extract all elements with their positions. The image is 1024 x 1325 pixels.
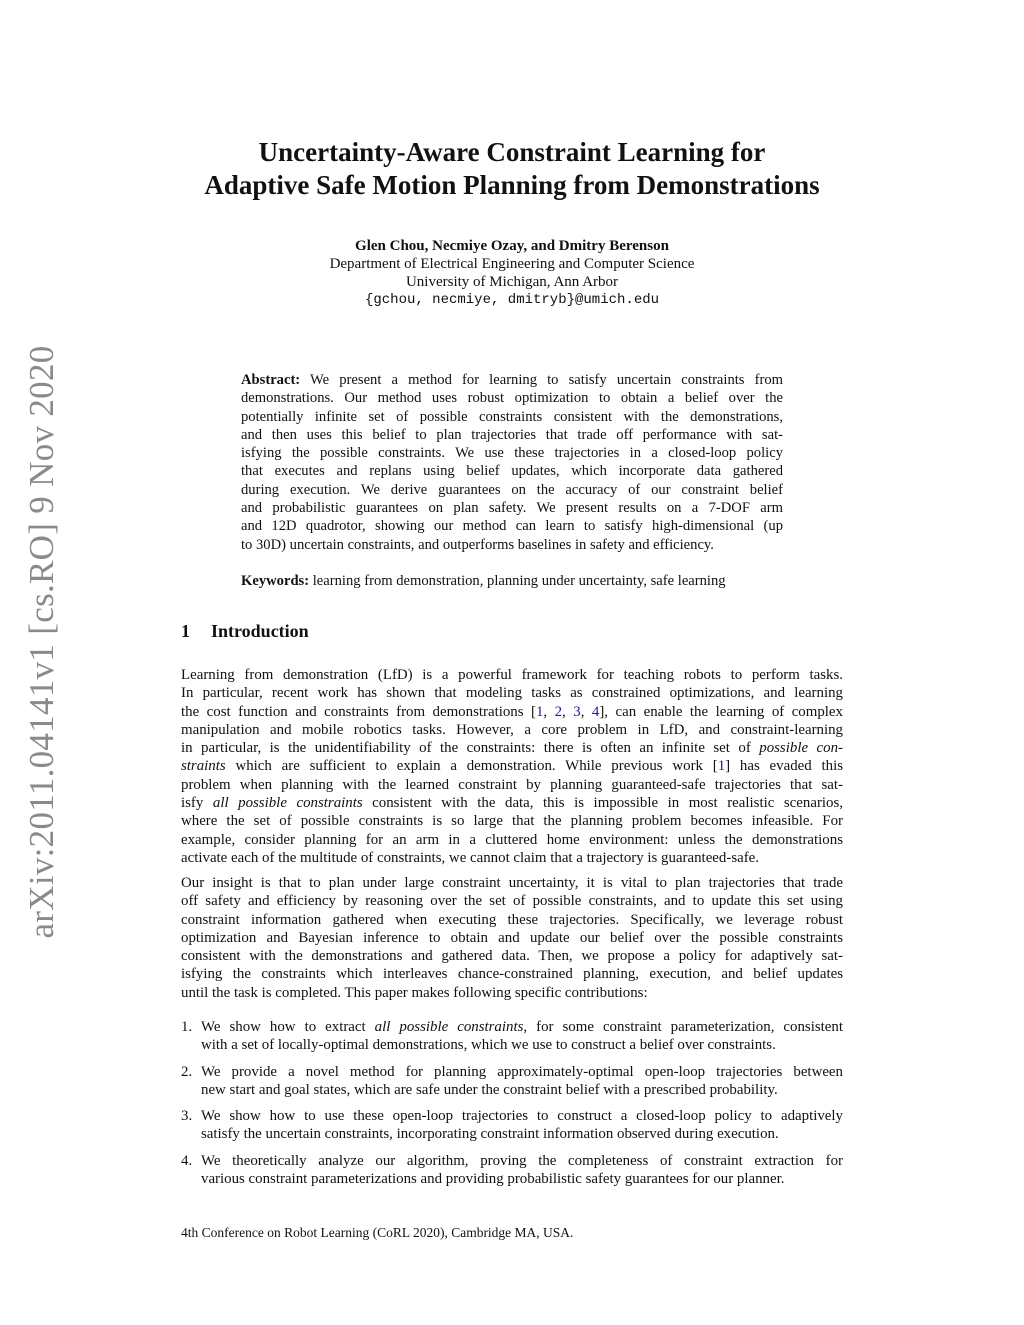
paper-title xyxy=(0,136,1024,202)
text-line xyxy=(181,812,843,830)
text-span: problem when planning with the learned constraint by planning guaranteed-safe trajectories that sat- xyxy=(181,776,843,793)
text-line xyxy=(201,1125,843,1143)
text-span: during execution. We derive guarantees on the accuracy of our constraint belief xyxy=(241,481,783,498)
text-line xyxy=(201,1081,843,1099)
section-heading xyxy=(181,621,309,642)
section-number: 1 xyxy=(181,621,190,641)
text-line xyxy=(201,1036,843,1054)
text-line xyxy=(181,831,843,849)
author-block xyxy=(0,237,1024,309)
text-line xyxy=(181,947,843,965)
text-span: off safety and efficiency by reasoning over the set of possible constraints, and to update this set using xyxy=(181,893,843,910)
contributions-list xyxy=(181,1018,843,1196)
text-line xyxy=(201,1170,843,1188)
intro-paragraph xyxy=(181,666,843,867)
author-department: Department of Electrical Engineering and Computer Science xyxy=(329,256,695,272)
text-span: We provide a novel method for planning approximately-optimal open-loop trajectories between xyxy=(201,1063,843,1080)
text-span: consistent with the demonstrations and gathered data. Then, we propose a policy for adaptively sat- xyxy=(181,948,843,965)
text-span: optimization and Bayesian inference to obtain and update our belief over the possible constraints xyxy=(181,929,843,946)
keywords-label: Keywords: xyxy=(241,573,310,589)
emphasis-text: all possible constraints xyxy=(374,1019,524,1035)
author-university: University of Michigan, Ann Arbor xyxy=(405,274,619,290)
text-span: constraint information gathered when executing these trajectories. Specifically, we leverage robust xyxy=(181,911,843,928)
text-span: ], can enable the learning of complex xyxy=(599,703,843,720)
text-line xyxy=(241,517,783,535)
text-span: , xyxy=(543,703,555,720)
text-span: We present a method for learning to satisfy uncertain constraints from xyxy=(300,372,783,388)
text-line xyxy=(181,849,843,867)
abstract xyxy=(241,371,783,554)
text-span: , for some constraint parameterization, consistent xyxy=(523,1019,843,1035)
text-line xyxy=(181,703,843,721)
text-line xyxy=(241,408,783,426)
text-line xyxy=(181,965,843,983)
text-line xyxy=(181,739,843,757)
emphasis-text: straints xyxy=(181,758,226,775)
text-line xyxy=(241,426,783,444)
text-span: isfying the constraints which interleaves chance-constrained planning, execution, and belief updates xyxy=(181,966,843,983)
text-line xyxy=(181,721,843,739)
text-span: isfying the possible constraints. We use these trajectories in a closed-loop policy xyxy=(241,445,783,462)
text-line xyxy=(181,929,843,947)
text-span: where the set of possible constraints is so large that the planning problem becomes infeasible. For xyxy=(181,813,843,830)
text-span: isfy xyxy=(181,795,213,812)
text-line xyxy=(241,536,783,554)
text-line xyxy=(181,892,843,910)
text-line xyxy=(181,911,843,929)
text-line xyxy=(181,984,843,1002)
list-number: 2. xyxy=(181,1063,193,1080)
text-line xyxy=(201,1018,843,1036)
list-number: 3. xyxy=(181,1108,193,1125)
citation-link[interactable]: 4 xyxy=(591,703,600,720)
arxiv-identifier-stamp: arXiv:2011.04141v1 [cs.RO] 9 Nov 2020 xyxy=(22,345,61,939)
text-span: manipulation and mobile robotics tasks. However, a core problem in LfD, and constraint-learning xyxy=(181,721,843,738)
text-span: with a set of locally-optimal demonstrations, which we use to construct a belief over constraints. xyxy=(201,1037,776,1054)
text-span: that executes and replans using belief updates, which incorporate data gathered xyxy=(241,463,783,480)
text-span: example, consider planning for an arm in a cluttered home environment: unless the demonstrations xyxy=(181,831,843,848)
text-span: potentially infinite set of possible constraints consistent with the demonstrations, xyxy=(241,408,783,425)
author-emails: {gchou, necmiye, dmitryb}@umich.edu xyxy=(364,292,660,308)
text-span: consistent with the data, this is impossible in most realistic scenarios, xyxy=(362,795,843,812)
text-span: satisfy the uncertain constraints, incorporating constraint information observed during execution. xyxy=(201,1126,779,1143)
text-span: Learning from demonstration (LfD) is a powerful framework for teaching robots to perform tasks. xyxy=(181,667,843,683)
text-span: Our insight is that to plan under large constraint uncertainty, it is vital to plan trajectories that trade xyxy=(181,875,843,891)
text-span: and 12D quadrotor, showing our method can learn to satisfy high-dimensional (up xyxy=(241,518,783,535)
emphasis-text: all possible constraints xyxy=(212,795,363,812)
citation-link[interactable]: 3 xyxy=(573,703,581,720)
contribution-item xyxy=(181,1152,843,1189)
text-span: to 30D) uncertain constraints, and outperforms baselines in safety and efficiency. xyxy=(241,536,714,553)
text-span: In particular, recent work has shown that modeling tasks as constrained optimizations, and learning xyxy=(181,685,843,702)
text-span: , xyxy=(562,703,574,720)
text-span: and probabilistic guarantees on plan safety. We present results on a 7-DOF arm xyxy=(241,500,783,517)
text-line xyxy=(181,776,843,794)
text-span: We show how to use these open-loop trajectories to construct a closed-loop policy to adaptively xyxy=(201,1108,843,1125)
text-line xyxy=(241,371,783,389)
text-line xyxy=(241,462,783,480)
title-line: Uncertainty-Aware Constraint Learning for xyxy=(258,137,766,167)
text-line xyxy=(201,1152,843,1170)
text-span: We theoretically analyze our algorithm, proving the completeness of constraint extraction for xyxy=(201,1152,843,1169)
text-span: until the task is completed. This paper makes following specific contributions: xyxy=(181,984,648,1001)
text-line xyxy=(241,389,783,407)
abstract-label: Abstract: xyxy=(241,372,301,388)
emphasis-text: possible con- xyxy=(759,740,843,757)
list-number: 4. xyxy=(181,1152,193,1169)
text-span: ] has evaded this xyxy=(725,758,844,775)
citation-link[interactable]: 1 xyxy=(717,758,726,775)
keywords-text: learning from demonstration, planning under uncertainty, safe learning xyxy=(309,573,726,589)
text-span: activate each of the multitude of constraints, we cannot claim that a trajectory is guaranteed-safe. xyxy=(181,849,760,866)
text-span: We show how to extract xyxy=(201,1019,375,1035)
text-line xyxy=(201,1063,843,1081)
text-line xyxy=(181,874,843,892)
text-line xyxy=(241,481,783,499)
title-line: Adaptive Safe Motion Planning from Demonstrations xyxy=(204,170,820,200)
citation-link[interactable]: 1 xyxy=(535,703,544,720)
footer-venue: 4th Conference on Robot Learning (CoRL 2020), Cambridge MA, USA. xyxy=(181,1225,574,1240)
contribution-item xyxy=(181,1107,843,1144)
text-line xyxy=(181,757,843,775)
text-line xyxy=(241,499,783,517)
text-span: in particular, is the unidentifiability of the constraints: there is often an infinite set of xyxy=(181,740,760,757)
contribution-item xyxy=(181,1063,843,1100)
text-line xyxy=(181,794,843,812)
text-span: , xyxy=(580,703,592,720)
author-names: Glen Chou, Necmiye Ozay, and Dmitry Berenson xyxy=(355,238,669,254)
intro-paragraph xyxy=(181,874,843,1002)
text-span: various constraint parameterizations and providing probabilistic safety guarantees for our planner. xyxy=(201,1171,785,1188)
citation-link[interactable]: 2 xyxy=(554,703,563,720)
section-title: Introduction xyxy=(211,621,309,641)
text-span: and then uses this belief to plan trajectories that trade off performance with sat- xyxy=(241,426,783,443)
text-span: demonstrations. Our method uses robust optimization to obtain a belief over the xyxy=(241,390,783,407)
text-span: the cost function and constraints from demonstrations [ xyxy=(181,703,536,720)
contribution-item xyxy=(181,1018,843,1055)
text-line xyxy=(181,684,843,702)
list-number: 1. xyxy=(181,1019,193,1035)
text-span: which are sufficient to explain a demonstration. While previous work [ xyxy=(225,758,718,775)
text-span: new start and goal states, which are safe under the constraint belief with a prescribed probability. xyxy=(201,1081,778,1098)
text-line xyxy=(241,444,783,462)
text-line xyxy=(201,1107,843,1125)
keywords xyxy=(241,573,783,590)
text-line xyxy=(181,666,843,684)
